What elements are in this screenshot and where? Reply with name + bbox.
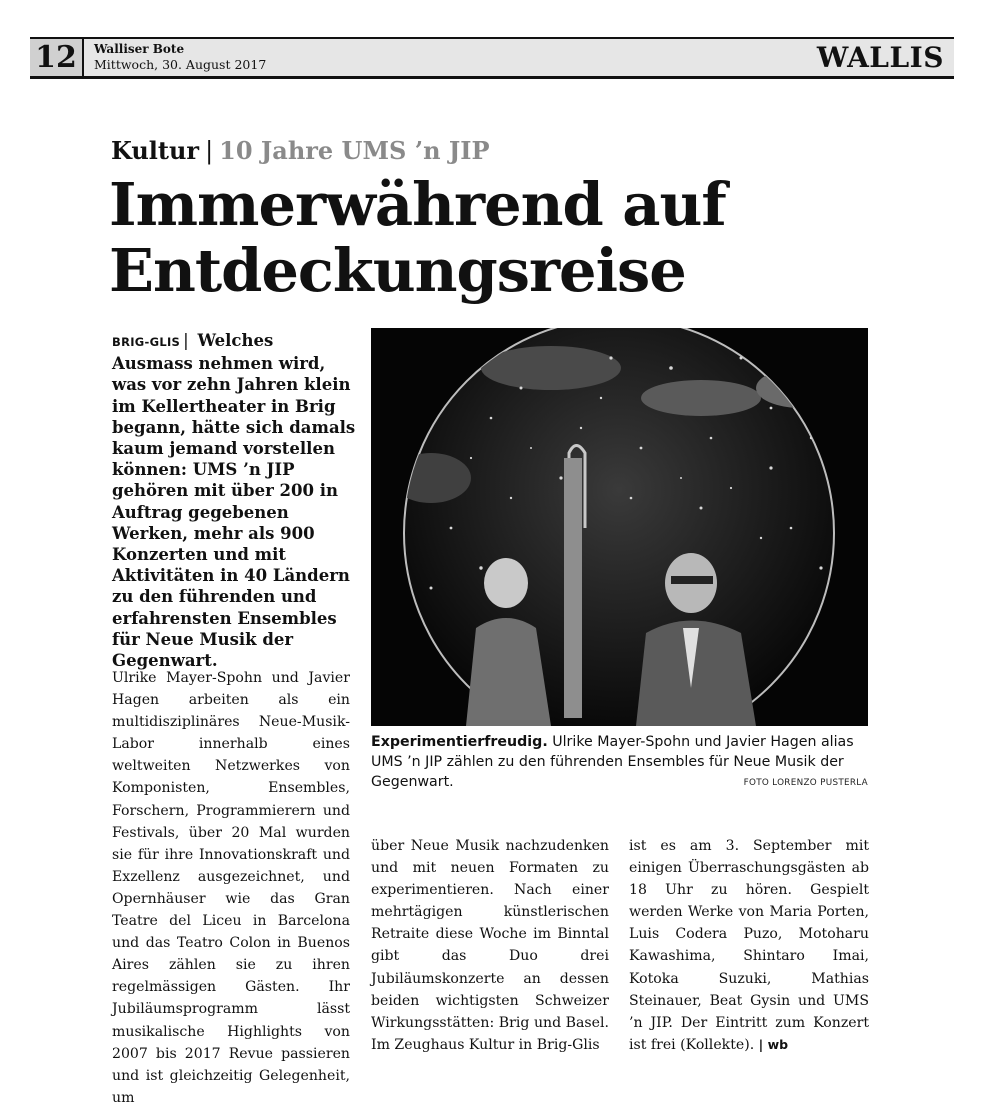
headline <box>109 172 889 304</box>
issue-date: Mittwoch, 30. August 2017 <box>94 57 267 72</box>
rubric: Kultur <box>111 136 200 165</box>
body-column-1: Ulrike Mayer-Spohn und Javier Hagen arbeiten als ein multidisziplinäres Neue-Musik-Labor innerhalb eines weltweiten Netzwerkes von Komponisten, Ensembles, Forschern, Programmierern und Festivals, über 20 Mal wurden sie für ihre Innovationskraft und Exzellenz ausgezeichnet, und Opernhäuser wie das Gran Teatre del Liceu in Barcelona und das Teatro Colon in Buenos Aires zählen sie zu ihren regelmässigen Gästen. Ihr Jubiläumsprogramm lässt musikalische Highlights von 2007 bis 2017 Revue passieren und ist gleichzeitig Gelegenheit, um <box>112 670 350 1106</box>
lead-text: Welches Ausmass nehmen wird, was vor zehn Jahren klein im Kellertheater in Brig begann, hätte sich damals kaum jemand vorstellen können: UMS ’n JIP gehören mit über 200 in Auftrag gegebenen Werken, mehr als 900 Konzerten und mit Aktivitäten in 40 Ländern zu den führenden und erfahrensten Ensembles für Neue Musik der Gegenwart. <box>112 331 356 671</box>
body-column-3 <box>629 835 869 1056</box>
newspaper-name: Walliser Bote <box>94 42 185 56</box>
section-title: WALLIS <box>816 41 944 74</box>
author-signature: | wb <box>758 1036 789 1052</box>
page-number: 12 <box>30 39 84 76</box>
caption-text: Ulrike Mayer-Spohn und Javier Hagen alias UMS ’n JIP zählen zu den führenden Ensembles für Neue Musik der Gegenwart. <box>371 734 854 790</box>
article-photo <box>371 328 868 726</box>
headline-line-2: Entdeckungsreise <box>109 236 686 305</box>
dateline: BRIG-GLIS <box>112 335 181 349</box>
rubric-separator: | <box>205 137 214 165</box>
lead-paragraph <box>112 330 357 671</box>
topic: 10 Jahre UMS ’n JIP <box>219 136 490 165</box>
photo-credit: FOTO LORENZO PUSTERLA <box>743 778 868 788</box>
caption-title: Experimentierfreudig. <box>371 734 548 750</box>
photo-illustration <box>371 328 868 726</box>
page-header <box>30 37 954 79</box>
dateline-separator: | <box>183 331 189 350</box>
headline-line-1: Immerwährend auf <box>109 170 726 239</box>
article-kicker <box>111 134 490 168</box>
body-column-3-text: ist es am 3. September mit einigen Überraschungsgästen ab 18 Uhr zu hören. Gespielt werden Werke von Maria Porten, Luis Codera Puzo, Motoharu Kawashima, Shintaro Imai, Kotoka Suzuki, Mathias Steinauer, Beat Gysin und UMS ’n JIP. Der Eintritt zum Konzert ist frei (Kollekte). <box>629 838 869 1053</box>
instrument <box>564 458 582 718</box>
body-column-2: über Neue Musik nachzudenken und mit neuen Formaten zu experimentieren. Nach einer mehrtägigen künstlerischen Retraite diese Woche im Binntal gibt das Duo drei Jubiläumskonzerte an dessen beiden wichtigsten Schweizer Wirkungsstätten: Brig und Basel. Im Zeughaus Kultur in Brig-Glis <box>371 838 609 1053</box>
